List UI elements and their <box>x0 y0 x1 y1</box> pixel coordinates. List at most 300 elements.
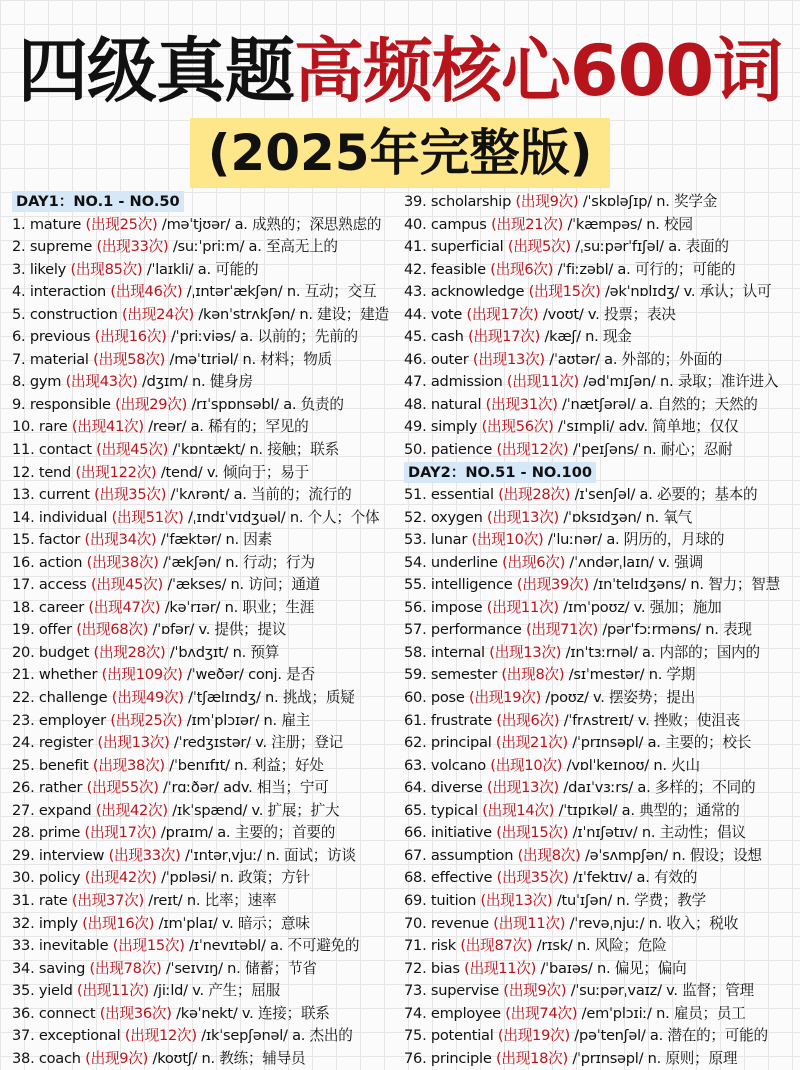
word-entry <box>12 529 396 552</box>
entry-frequency: (出现71次) <box>525 621 598 639</box>
entry-frequency: (出现21次) <box>495 734 568 752</box>
entry-frequency: (出现51次) <box>111 508 184 526</box>
entry-number: 76. <box>404 1049 431 1067</box>
entry-word: likely <box>29 260 71 278</box>
entry-frequency: (出现85次) <box>70 260 143 278</box>
entry-definition: /ˈækses/ n. 访问；通道 <box>162 576 321 594</box>
entry-word: mature <box>29 215 86 233</box>
word-entry <box>404 304 796 327</box>
entry-definition: /rɪsk/ n. 风险；危险 <box>532 937 667 955</box>
entry-word: patience <box>430 441 497 459</box>
entry-definition: /voʊt/ v. 投票；表决 <box>538 305 676 323</box>
entry-frequency: (出现12次) <box>124 1027 197 1045</box>
entry-definition: /ˈtʃælɪndʒ/ n. 挑战；质疑 <box>183 689 355 707</box>
entry-frequency: (出现42次) <box>95 801 168 819</box>
entry-word: current <box>38 486 95 504</box>
word-entry <box>12 755 396 778</box>
entry-definition: /ədˈmɪʃən/ n. 录取；准许进入 <box>578 373 779 391</box>
entry-number: 38. <box>12 1049 39 1067</box>
entry-number: 52. <box>404 508 431 526</box>
word-entry <box>404 529 796 552</box>
entry-number: 24. <box>12 734 39 752</box>
entry-definition: /kənˈstrʌkʃən/ n. 建设；建造 <box>193 305 389 323</box>
entry-number: 59. <box>404 666 431 684</box>
entry-number: 12. <box>12 463 39 481</box>
entry-word: imply <box>38 914 83 932</box>
word-entry <box>404 281 796 304</box>
entry-frequency: (出现13次) <box>487 779 560 797</box>
entry-frequency: (出现46次) <box>110 283 183 301</box>
word-entry <box>404 980 796 1003</box>
entry-word: vote <box>430 305 467 323</box>
entry-frequency: (出现74次) <box>505 1004 578 1022</box>
entry-frequency: (出现55次) <box>86 779 159 797</box>
entry-number: 14. <box>12 508 39 526</box>
entry-definition: /məˈtɪriəl/ n. 材料；物质 <box>165 350 332 368</box>
word-entry <box>404 619 796 642</box>
entry-frequency: (出现28次) <box>93 643 166 661</box>
entry-word: potential <box>430 1027 498 1045</box>
entry-number: 22. <box>12 689 39 707</box>
title-black-part: 四级真题 <box>17 30 294 112</box>
entry-word: budget <box>38 643 94 661</box>
word-entry <box>404 191 796 214</box>
entry-definition: /ˈfrʌstreɪt/ v. 挫败；使沮丧 <box>559 711 740 729</box>
entry-word: material <box>29 350 94 368</box>
page-subtitle: (2025年完整版) <box>190 118 611 188</box>
entry-definition: /ˈfiːzəbl/ a. 可行的；可能的 <box>553 260 736 278</box>
entry-definition: /ˈpriːviəs/ a. 以前的；先前的 <box>166 328 358 346</box>
entry-word: simply <box>430 418 482 436</box>
entry-number: 47. <box>404 373 431 391</box>
entry-frequency: (出现78次) <box>89 959 162 977</box>
entry-definition: /ɪmˈpoʊz/ v. 强加；施加 <box>558 598 722 616</box>
entry-number: 35. <box>12 982 39 1000</box>
entry-frequency: (出现35次) <box>496 869 569 887</box>
entry-definition: /əˈsʌmpʃən/ n. 假设；设想 <box>580 846 762 864</box>
entry-number: 16. <box>12 553 39 571</box>
entry-number: 8. <box>12 373 30 391</box>
entry-number: 54. <box>404 553 431 571</box>
day-header <box>12 191 396 214</box>
entry-frequency: (出现18次) <box>495 1049 568 1067</box>
entry-number: 57. <box>404 621 431 639</box>
word-entry <box>404 439 796 462</box>
word-entry <box>12 935 396 958</box>
entry-word: career <box>38 598 89 616</box>
entry-word: supreme <box>29 238 97 256</box>
entry-number: 40. <box>404 215 431 233</box>
entry-word: employee <box>430 1004 506 1022</box>
entry-word: risk <box>430 937 461 955</box>
entry-word: interaction <box>29 283 111 301</box>
entry-frequency: (出现15次) <box>112 937 185 955</box>
entry-number: 30. <box>12 869 39 887</box>
entry-number: 37. <box>12 1027 39 1045</box>
word-entry <box>404 349 796 372</box>
entry-word: outer <box>430 350 473 368</box>
entry-definition: /ˈredʒɪstər/ v. 注册；登记 <box>169 734 343 752</box>
entry-number: 51. <box>404 486 431 504</box>
entry-definition: /sɪˈmestər/ n. 学期 <box>564 666 696 684</box>
entry-number: 50. <box>404 441 431 459</box>
word-entry <box>12 597 396 620</box>
entry-word: individual <box>38 508 112 526</box>
entry-definition: /ˈfæktər/ n. 因素 <box>156 531 272 549</box>
entry-definition: /ɪmˈplaɪ/ v. 暗示；意味 <box>154 914 310 932</box>
word-entry <box>404 822 796 845</box>
entry-definition: /ˈkʌrənt/ a. 当前的；流行的 <box>166 486 352 504</box>
entry-word: frustrate <box>430 711 497 729</box>
entry-word: diverse <box>430 779 488 797</box>
entry-word: saving <box>38 959 90 977</box>
word-entry <box>404 597 796 620</box>
word-entry <box>12 1048 396 1070</box>
entry-frequency: (出现6次) <box>502 553 566 571</box>
word-entry <box>12 958 396 981</box>
entry-frequency: (出现29次) <box>115 395 188 413</box>
entry-definition: /ˈlaɪkli/ a. 可能的 <box>142 260 259 278</box>
entry-frequency: (出现17次) <box>84 824 157 842</box>
entry-word: acknowledge <box>430 283 529 301</box>
entry-definition: /ˈskɒləʃɪp/ n. 奖学金 <box>578 193 718 210</box>
word-entry <box>404 371 796 394</box>
entry-number: 2. <box>12 238 30 256</box>
day-header <box>404 462 796 485</box>
word-entry <box>404 867 796 890</box>
entry-frequency: (出现68次) <box>76 621 149 639</box>
entry-number: 10. <box>12 418 39 436</box>
entry-definition: /ˈkæmpəs/ n. 校园 <box>563 215 693 233</box>
word-entry <box>12 259 396 282</box>
entry-word: previous <box>29 328 95 346</box>
entry-frequency: (出现6次) <box>496 711 560 729</box>
entry-definition: /pərˈfɔːrməns/ n. 表现 <box>597 621 752 639</box>
entry-definition: /ˈrevəˌnjuː/ n. 收入；税收 <box>565 914 739 932</box>
entry-word: exceptional <box>38 1027 125 1045</box>
entry-number: 32. <box>12 914 39 932</box>
entry-word: expand <box>38 801 96 819</box>
entry-word: underline <box>430 553 503 571</box>
entry-word: typical <box>430 801 483 819</box>
entry-word: principal <box>430 734 496 752</box>
entry-frequency: (出现9次) <box>515 193 579 210</box>
word-entry <box>12 687 396 710</box>
word-entry <box>404 732 796 755</box>
entry-word: employer <box>38 711 111 729</box>
entry-number: 56. <box>404 598 431 616</box>
entry-number: 67. <box>404 846 431 864</box>
entry-definition: /ˈbʌdʒɪt/ n. 预算 <box>165 643 280 661</box>
entry-definition: /ˈbenɪfɪt/ n. 利益；好处 <box>164 756 324 774</box>
word-entry <box>404 755 796 778</box>
entry-word: action <box>38 553 87 571</box>
word-entry <box>12 1003 396 1026</box>
entry-number: 63. <box>404 756 431 774</box>
entry-word: performance <box>430 621 526 639</box>
entry-frequency: (出现14次) <box>482 801 555 819</box>
entry-word: register <box>38 734 98 752</box>
entry-frequency: (出现28次) <box>498 486 571 504</box>
entry-frequency: (出现8次) <box>501 666 565 684</box>
entry-definition: /ˈweðər/ conj. 是否 <box>182 666 315 684</box>
entry-number: 20. <box>12 643 39 661</box>
entry-frequency: (出现47次) <box>88 598 161 616</box>
entry-number: 28. <box>12 824 39 842</box>
word-entry <box>404 1003 796 1026</box>
entry-number: 71. <box>404 937 431 955</box>
word-entry <box>12 664 396 687</box>
subtitle-wrap <box>0 118 800 188</box>
entry-number: 60. <box>404 689 431 707</box>
word-entry <box>12 822 396 845</box>
entry-definition: /ɪˈnevɪtəbl/ a. 不可避免的 <box>184 937 360 955</box>
entry-word: rare <box>38 418 72 436</box>
title-red-part: 高频核心600词 <box>293 30 783 112</box>
entry-frequency: (出现10次) <box>471 531 544 549</box>
entry-frequency: (出现37次) <box>71 891 144 909</box>
word-entry <box>404 552 796 575</box>
entry-number: 23. <box>12 711 39 729</box>
entry-frequency: (出现12次) <box>496 441 569 459</box>
entry-number: 4. <box>12 283 30 301</box>
word-entry <box>404 935 796 958</box>
word-entry <box>12 326 396 349</box>
entry-word: factor <box>38 531 85 549</box>
entry-frequency: (出现9次) <box>85 1049 149 1067</box>
entry-word: assumption <box>430 846 518 864</box>
word-entry <box>404 664 796 687</box>
entry-frequency: (出现31次) <box>485 395 558 413</box>
entry-word: benefit <box>38 756 93 774</box>
entry-word: coach <box>38 1049 86 1067</box>
entry-word: rate <box>38 891 72 909</box>
word-entry <box>12 710 396 733</box>
word-entry <box>12 236 396 259</box>
entry-frequency: (出现122次) <box>75 463 157 481</box>
word-entry <box>404 890 796 913</box>
entry-definition: /ˈsɪmpli/ adv. 简单地；仅仅 <box>553 418 739 436</box>
entry-definition: /ˈprɪnsəpl/ n. 原则；原理 <box>567 1049 738 1067</box>
entry-definition: /ɪˈsenʃəl/ a. 必要的；基本的 <box>570 486 758 504</box>
entry-frequency: (出现6次) <box>490 260 554 278</box>
entry-definition: /daɪˈvɜːrs/ a. 多样的；不同的 <box>559 779 756 797</box>
word-entry <box>12 439 396 462</box>
entry-definition: /ˈɒfər/ v. 提供；提议 <box>148 621 287 639</box>
entry-word: tuition <box>430 891 481 909</box>
entry-word: campus <box>430 215 492 233</box>
entry-definition: /ˌɪntərˈækʃən/ n. 互动；交互 <box>182 283 377 301</box>
word-entry <box>404 777 796 800</box>
entry-word: superficial <box>430 238 508 256</box>
entry-number: 7. <box>12 350 30 368</box>
entry-word: cash <box>430 328 469 346</box>
entry-word: supervise <box>430 982 504 1000</box>
entry-word: oxygen <box>430 508 487 526</box>
entry-number: 45. <box>404 328 431 346</box>
word-entry <box>404 574 796 597</box>
entry-word: yield <box>38 982 77 1000</box>
entry-frequency: (出现38次) <box>86 553 159 571</box>
entry-definition: /ˈsuːpərˌvaɪz/ v. 监督；管理 <box>566 982 754 1000</box>
entry-word: admission <box>430 373 507 391</box>
entry-definition: /ˌsuːpərˈfɪʃəl/ a. 表面的 <box>570 238 729 256</box>
entry-definition: /ɪnˈtelɪdʒəns/ n. 智力；智慧 <box>588 576 780 594</box>
entry-definition: /ˈɒksɪdʒən/ n. 氧气 <box>559 508 693 526</box>
entry-definition: /ˈpɒləsi/ n. 政策；方针 <box>156 869 310 887</box>
day-label: DAY1：NO.1 - NO.50 <box>12 191 184 212</box>
entry-frequency: (出现21次) <box>491 215 564 233</box>
entry-number: 5. <box>12 305 30 323</box>
word-entry <box>404 710 796 733</box>
entry-frequency: (出现34次) <box>84 531 157 549</box>
entry-number: 48. <box>404 395 431 413</box>
entry-number: 64. <box>404 779 431 797</box>
entry-word: revenue <box>430 914 494 932</box>
entry-number: 27. <box>12 801 39 819</box>
entry-definition: /ɪˈnɪʃətɪv/ n. 主动性；倡议 <box>568 824 746 842</box>
entry-definition: /ɪmˈplɔɪər/ n. 雇主 <box>182 711 311 729</box>
entry-number: 36. <box>12 1004 39 1022</box>
entry-frequency: (出现11次) <box>506 373 579 391</box>
word-entry <box>12 800 396 823</box>
entry-frequency: (出现13次) <box>472 350 545 368</box>
word-entry <box>12 507 396 530</box>
word-entry <box>404 1048 796 1070</box>
word-entry <box>12 777 396 800</box>
entry-number: 3. <box>12 260 30 278</box>
entry-frequency: (出现35次) <box>94 486 167 504</box>
entry-definition: /məˈtjʊər/ a. 成熟的；深思熟虑的 <box>157 215 382 233</box>
entry-word: connect <box>38 1004 100 1022</box>
entry-frequency: (出现45次) <box>90 576 163 594</box>
entry-frequency: (出现15次) <box>528 283 601 301</box>
word-entry <box>404 958 796 981</box>
entry-frequency: (出现13次) <box>487 508 559 526</box>
word-entry <box>404 642 796 665</box>
entry-definition: /dʒɪm/ n. 健身房 <box>137 373 253 391</box>
entry-frequency: (出现19次) <box>497 1027 570 1045</box>
entry-definition: /praɪm/ a. 主要的；首要的 <box>156 824 336 842</box>
entry-frequency: (出现56次) <box>481 418 554 436</box>
entry-definition: /ɪkˈspænd/ v. 扩展；扩大 <box>167 801 340 819</box>
entry-definition: /reɪt/ n. 比率；速率 <box>143 891 277 909</box>
entry-word: scholarship <box>430 193 516 210</box>
word-entry <box>404 800 796 823</box>
entry-frequency: (出现24次) <box>121 305 194 323</box>
entry-definition: /tend/ v. 倾向于；易于 <box>156 463 309 481</box>
entry-frequency: (出现11次) <box>486 598 559 616</box>
entry-definition: /ˈtɪpɪkəl/ a. 典型的；通常的 <box>554 801 740 819</box>
entry-number: 19. <box>12 621 39 639</box>
entry-number: 15. <box>12 531 39 549</box>
entry-word: impose <box>430 598 487 616</box>
entry-number: 73. <box>404 982 431 1000</box>
right-column <box>404 191 796 1070</box>
entry-definition: /ɪkˈsepʃənəl/ a. 杰出的 <box>196 1027 353 1045</box>
entry-frequency: (出现39次) <box>516 576 589 594</box>
entry-word: lunar <box>430 531 472 549</box>
word-entry <box>12 281 396 304</box>
entry-word: essential <box>430 486 499 504</box>
word-entry <box>12 416 396 439</box>
entry-word: intelligence <box>430 576 517 594</box>
entry-number: 62. <box>404 734 431 752</box>
entry-number: 70. <box>404 914 431 932</box>
entry-frequency: (出现41次) <box>71 418 144 436</box>
day-label: DAY2：NO.51 - NO.100 <box>404 462 596 483</box>
entry-frequency: (出现13次) <box>489 643 562 661</box>
entry-number: 55. <box>404 576 431 594</box>
entry-frequency: (出现25次) <box>110 711 183 729</box>
entry-definition: /ɪˈfektɪv/ a. 有效的 <box>568 869 698 887</box>
entry-number: 17. <box>12 576 39 594</box>
entry-word: challenge <box>38 689 112 707</box>
entry-frequency: (出现42次) <box>84 869 157 887</box>
entry-frequency: (出现17次) <box>468 328 541 346</box>
word-entry <box>12 619 396 642</box>
word-entry <box>12 1025 396 1048</box>
entry-word: principle <box>430 1049 496 1067</box>
word-entry <box>12 890 396 913</box>
entry-number: 75. <box>404 1027 431 1045</box>
entry-number: 41. <box>404 238 431 256</box>
word-entry <box>12 574 396 597</box>
entry-number: 31. <box>12 891 39 909</box>
entry-number: 69. <box>404 891 431 909</box>
word-entry <box>404 214 796 237</box>
entry-number: 44. <box>404 305 431 323</box>
entry-frequency: (出现15次) <box>496 824 569 842</box>
entry-number: 18. <box>12 598 39 616</box>
entry-frequency: (出现17次) <box>466 305 539 323</box>
entry-number: 29. <box>12 846 39 864</box>
entry-definition: /ˈkɒntækt/ n. 接触；联系 <box>168 441 339 459</box>
entry-definition: /poʊz/ v. 摆姿势；提出 <box>541 689 696 707</box>
entry-definition: /ˈʌndərˌlaɪn/ v. 强调 <box>565 553 703 571</box>
word-entry <box>404 845 796 868</box>
entry-definition: /ˈbaɪəs/ n. 偏见；偏向 <box>536 959 687 977</box>
entry-frequency: (出现11次) <box>493 914 566 932</box>
word-entry <box>12 304 396 327</box>
entry-word: semester <box>430 666 502 684</box>
word-entry <box>404 687 796 710</box>
entry-number: 21. <box>12 666 39 684</box>
entry-definition: /ˈrɑːðər/ adv. 相当；宁可 <box>158 779 329 797</box>
entry-frequency: (出现13次) <box>97 734 170 752</box>
entry-word: rather <box>38 779 87 797</box>
entry-number: 58. <box>404 643 431 661</box>
entry-word: policy <box>38 869 85 887</box>
entry-word: feasible <box>430 260 491 278</box>
entry-definition: /pəˈtenʃəl/ a. 潜在的；可能的 <box>569 1027 768 1045</box>
entry-word: interview <box>38 846 109 864</box>
entry-word: access <box>38 576 91 594</box>
entry-definition: /ˈprɪnsəpl/ a. 主要的；校长 <box>567 734 752 752</box>
entry-definition: /kæʃ/ n. 现金 <box>540 328 632 346</box>
entry-definition: /ˈɪntərˌvjuː/ n. 面试；访谈 <box>180 846 356 864</box>
entry-number: 26. <box>12 779 39 797</box>
entry-word: pose <box>430 689 470 707</box>
entry-definition: /tuˈɪʃən/ n. 学费；教学 <box>552 891 706 909</box>
entry-definition: /ˈseɪvɪŋ/ n. 储蓄；节省 <box>161 959 317 977</box>
entry-number: 6. <box>12 328 30 346</box>
entry-definition: /reər/ a. 稀有的；罕见的 <box>143 418 309 436</box>
entry-definition: /ɪnˈtɜːrnəl/ a. 内部的；国内的 <box>561 643 760 661</box>
entry-word: inevitable <box>38 937 113 955</box>
left-column <box>12 191 396 1070</box>
entry-frequency: (出现11次) <box>77 982 149 1000</box>
